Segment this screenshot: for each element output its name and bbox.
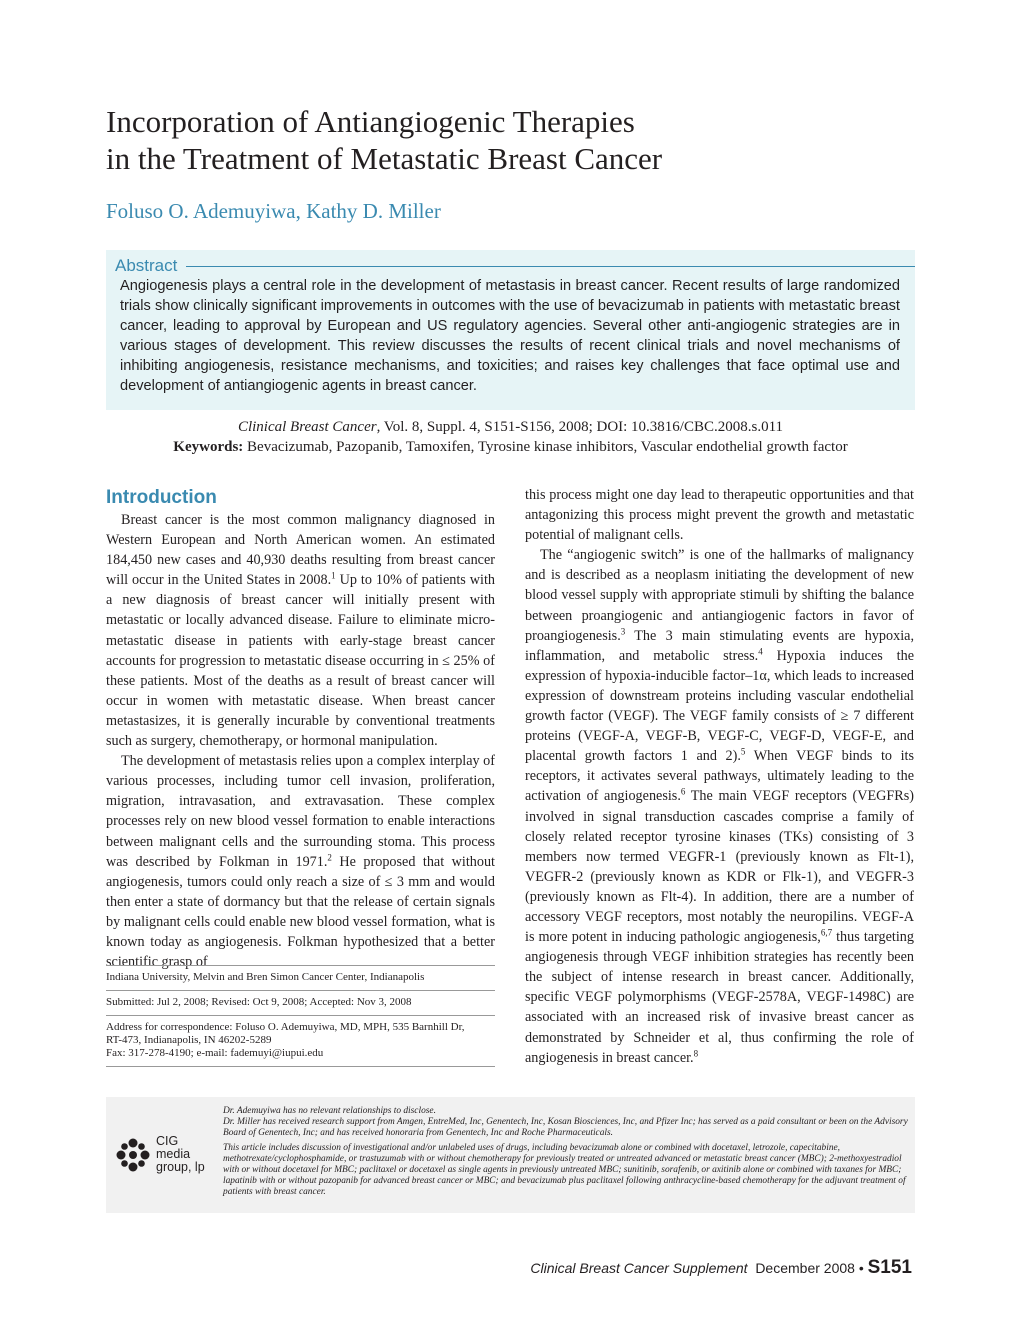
text-run: The main VEGF receptors (VEGFRs) involved in signal transduction cascades comprise a family of closely related receptor tyrosine kinases (TKs) consisting of 3 members now termed VEGFR-1 (previously known as Flt-1), VEGFR-2 (previously known as KDR or Flk-1), and VEGFR-3 (previously known as Flt-4). In addition, there are a number of accessory VEGF receptors, most notably the neuropilins. VEGF-A is more potent in inducing pathologic angiogenesis, (525, 788, 914, 946)
text-run: The “angiogenic switch” is one of the hallmarks of malignancy and is described as a neoplasm initiating the development of new blood vessel supply with appropriate stimuli by shifting the balance between proangiogenic and antiangiogenic factors in favor of proangiogenesis. (525, 547, 914, 644)
disclosure-2: Dr. Miller has received research support from Amgen, EntreMed, Inc, Genentech, Inc, Kosan Biosciences, Inc, and Pfizer Inc; has served as a paid consultant or been on the Advisory Board of Genentech, Inc; and has received honoraria from Genentech, Inc and Roche Pharmaceuticals. (223, 1117, 908, 1138)
citation-journal: Clinical Breast Cancer (237, 419, 377, 435)
disclosure-3: This article includes discussion of investigational and/or unlabeled uses of drugs, including bevacizumab alone or combined with docetaxel, letrozole, capecitabine, methotrexate/cyclophosphamide, or trastuzumab with or without chemotherapy for previously treated or untreated advanced or metastatic breast cancer (MBC); 2-methoxyestradiol with or without docetaxel for MBC; paclitaxel or docetaxel as single agents in previously untreated MBC; sunitinib, sorafenib, or axitinib alone or combined with taxanes for MBC; lapatinib with or without pazopanib for advanced breast cancer or MBC; and bevacizumab plus paclitaxel following anthracycline-based chemotherapy for the adjuvant treatment of patients with breast cancer. (223, 1143, 906, 1197)
citation (106, 417, 915, 438)
reference-link[interactable]: 1 (331, 570, 336, 581)
disclosure-text (223, 1106, 908, 1198)
title-line-2: in the Treatment of Metastatic Breast Cancer (106, 141, 663, 176)
publisher-logo-text: CIG media group, lp (156, 1134, 205, 1174)
divider (106, 1066, 495, 1067)
text-run: Hypoxia induces the expression of hypoxia-inducible factor–1α, which leads to increased expression of downstream proteins including vascular endothelial growth factor (VEGF). The VEGF family consists of ≥ 7 different proteins (VEGF-A, VEGF-B, VEGF-C, VEGF-D, VEGF-E, and placental growth factors 1 and 2). (525, 647, 915, 765)
correspondence-line-2: RT-473, Indianapolis, IN 46202-5289 (106, 1034, 272, 1046)
submission-dates: Submitted: Jul 2, 2008; Revised: Oct 9, 2008; Accepted: Nov 3, 2008 (106, 996, 412, 1008)
abstract-label: Abstract (115, 256, 180, 276)
keywords-label: Keywords: (173, 439, 244, 455)
authors: Foluso O. Ademuyiwa, Kathy D. Miller (106, 199, 441, 223)
disclosure-1: Dr. Ademuyiwa has no relevant relationships to disclose. (223, 1106, 436, 1116)
text-run: When VEGF binds to its receptors, it activates several pathways, ultimately leading to the activation of angiogenesis. (525, 748, 914, 805)
text-run: The development of metastasis relies upon a complex interplay of various processes, including tumor cell invasion, proliferation, migration, intravasation, and extravasation. These complex processes rely on new blood vessel formation to enable interactions between malignant cells and the surrounding stoma. This process was described by Folkman in 1971. (106, 753, 495, 870)
intro-paragraph-4 (525, 545, 914, 1067)
page-number: S151 (867, 1257, 912, 1278)
text-run: The 3 main stimulating events are hypoxia, inflammation, and metabolic stress. (525, 627, 914, 664)
intro-paragraph-1 (106, 510, 495, 751)
right-column (525, 485, 914, 1068)
abstract-box (106, 250, 915, 410)
abstract-rule (186, 266, 915, 267)
reference-link[interactable]: 3 (620, 625, 626, 636)
affiliation-block (106, 965, 495, 1067)
left-column (106, 510, 495, 972)
text-run: He proposed that without angiogenesis, tumors could only reach a size of ≤ 3 mm and would then enter a state of dormancy but that the release of certain signals by malignant cells could enable new blood vessel formation, what is known today as angiogenesis. Folkman hypothesized that a better scientific grasp of (106, 853, 495, 971)
keywords (106, 437, 915, 458)
citation-details: , Vol. 8, Suppl. 4, S151-S156, 2008; DOI: 10.3816/CBC.2008.s.011 (376, 419, 784, 435)
intro-paragraph-2 (106, 751, 495, 972)
correspondence-line-1: Address for correspondence: Foluso O. Ademuyiwa, MD, MPH, 535 Barnhill Dr, (106, 1021, 465, 1033)
text-run: thus targeting angiogenesis through VEGF inhibition strategies has recently been the subject of intense research in breast cancer. Additionally, specific VEGF polymorphisms (VEGF-2578A, VEGF-1498C) are associated with an increased risk of invasive breast cancer as demonstrated by Schneider et al, thus confirming the role of angiogenesis in breast cancer. (525, 929, 914, 1066)
publisher-logo (114, 1135, 214, 1175)
reference-link[interactable]: 4 (758, 646, 763, 657)
article-title (106, 103, 926, 177)
intro-paragraph-3: this process might one day lead to therapeutic opportunities and that antagonizing this process might prevent the growth and metastatic potential of malignant cells. (525, 487, 914, 544)
section-heading-introduction: Introduction (106, 487, 217, 508)
affiliation: Indiana University, Melvin and Bren Simon Cancer Center, Indianapolis (106, 971, 425, 983)
text-run: Up to 10% of patients with a new diagnosis of breast cancer will initially present with metastatic or locally advanced disease. Failure to eliminate micro-metastatic disease in patients with early-stage breast cancer accounts for progression to metastatic disease occurring in ≤ 25% of these patients. Most of the deaths as a result of breast cancer will occur in women with metastatic disease. When breast cancer metastasizes, it is generally incurable by conventional treatments such as surgery, chemotherapy, or hormonal manipulation. (106, 572, 495, 750)
reference-link[interactable]: 6 (680, 786, 686, 797)
text-run: Breast cancer is the most common malignancy diagnosed in Western European and North American women. An estimated 184,450 new cases and 40,930 deaths resulting from breast cancer will occur in the United States in 2008. (106, 512, 495, 589)
footer-journal: Clinical Breast Cancer Supplement (530, 1260, 748, 1276)
abstract-text: Angiogenesis plays a central role in the development of metastasis in breast cancer. Recent results of large randomized trials show clinically significant improvements in outcomes with the use of bevacizumab in patients with metastatic breast cancer, leading to approval by European and US regulatory agencies. Several other anti-angiogenic strategies are in various stages of development. This review discusses the results of recent clinical trials and novel mechanisms of inhibiting angiogenesis, resistance mechanisms, and toxicities; and raises key challenges that face optimal use and development of antiangiogenic agents in breast cancer. (120, 278, 900, 394)
footer-bullet: • (858, 1260, 864, 1276)
reference-link[interactable]: 6,7 (820, 927, 833, 938)
correspondence (106, 1016, 495, 1066)
reference-link[interactable]: 2 (327, 851, 332, 862)
reference-link[interactable]: 8 (693, 1047, 699, 1058)
page-footer (530, 1257, 912, 1279)
flower-logo-icon (114, 1135, 152, 1175)
title-line-1: Incorporation of Antiangiogenic Therapies (106, 104, 635, 139)
disclosure-box (106, 1097, 915, 1213)
correspondence-line-3: Fax: 317-278-4190; e-mail: fademuyi@iupui.edu (106, 1047, 324, 1059)
footer-date: December 2008 (755, 1260, 855, 1276)
keywords-text: Bevacizumab, Pazopanib, Tamoxifen, Tyrosine kinase inhibitors, Vascular endothelial growth factor (243, 439, 848, 455)
reference-link[interactable]: 5 (740, 746, 746, 757)
